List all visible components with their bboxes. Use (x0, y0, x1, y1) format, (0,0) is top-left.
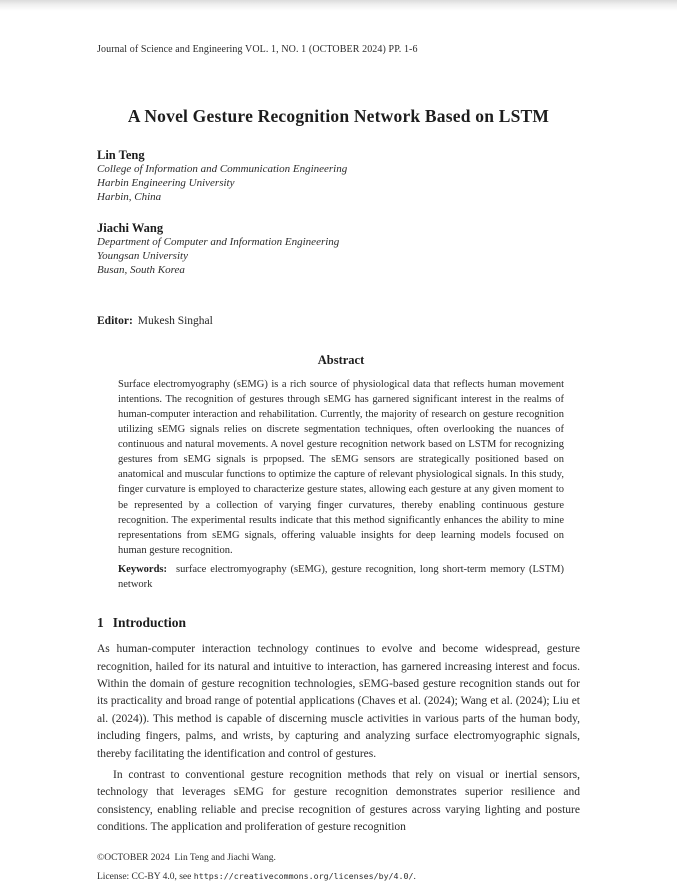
abstract-section (118, 353, 564, 592)
journal-running-head: Journal of Science and Engineering VOL. 1, NO. 1 (OCTOBER 2024) PP. 1-6 (97, 44, 418, 55)
page-top-shadow (0, 0, 677, 11)
author-affiliation-line: Department of Computer and Information Engineering (97, 236, 340, 249)
paper-title: A Novel Gesture Recognition Network Based on LSTM (127, 106, 550, 126)
author-affiliation-line: Harbin, China (97, 190, 162, 203)
abstract-text: Surface electromyography (sEMG) is a rich source of physiological data that reflects human movement intentions. The recognition of gestures through sEMG has garnered significant interest in the realms of human-computer interaction and rehabilitation. Currently, the majority of research on gesture recognition utilizing sEMG signals relies on discrete segmentation techniques, often overlooking the nuances of continuous and natural movements. A novel gesture recognition network based on LSTM for recognizing gestures from sEMG signals is prpopsed. The sEMG sensors are strategically positioned based on anatomical and muscular functions to optimize the capture of relevant physiological signals. In this study, finger curvature is employed to characterize gesture states, allowing each gesture at any given moment to be represented by a collection of varying finger curvatures, thereby enabling continuous gesture recognition. The experimental results indicate that this method significantly enhances the ability to mine representations from sEMG signals, offering valuable insights for deep learning models focused on human gesture recognition. (118, 378, 564, 556)
license-url[interactable]: https://creativecommons.org/licenses/by/4.0/ (193, 870, 414, 881)
author-name: Jiachi Wang (97, 221, 164, 236)
authors-section (97, 148, 580, 278)
intro-paragraph-2: In contrast to conventional gesture recognition methods that rely on visual or inertial sensors, technology that leverages sEMG for gesture recognition demonstrates superior resilience and consistency, enabling reliable and precise recognition of gestures across varying lighting and posture conditions. The application and proliferation of gesture recognition (97, 768, 580, 834)
abstract-heading: Abstract (317, 352, 365, 367)
license-line (97, 870, 580, 883)
author-name: Lin Teng (97, 148, 145, 162)
keywords-label: Keywords: (118, 563, 167, 575)
keywords-text: surface electromyography (sEMG), gesture recognition, long short-term memory (LSTM) network (118, 563, 564, 590)
author-block-jiachi-wang (97, 221, 580, 277)
section-title: Introduction (112, 615, 187, 631)
section-number: 1 (97, 615, 104, 631)
copyright-line: ©OCTOBER 2024 Lin Teng and Jiachi Wang. (97, 852, 276, 863)
editor-name: Mukesh Singhal (137, 314, 213, 327)
section-heading-introduction (97, 615, 580, 631)
intro-paragraph-1: As human-computer interaction technology continues to evolve and become widespread, gesture recognition, hailed for its natural and intuitive to interaction, has garnered increasing interest and focus. Within the domain of gesture recognition technologies, sEMG-based gesture recognition stands out for its practicality and broad range of potential applications (Chaves et al. (2024); Wang et al. (2024); Liu et al. (2024)). This method is capable of discerning muscle activities in various parts of the human body, including fingers, palms, and wrists, by capturing and analyzing surface electromyographic signals, thereby facilitating the identification and control of gestures. (97, 643, 580, 760)
author-affiliation-line: College of Information and Communication Engineering (97, 163, 348, 175)
author-block-lin-teng (97, 148, 580, 204)
author-affiliation-line: Busan, South Korea (97, 263, 185, 276)
editor-label: Editor: (97, 314, 133, 327)
author-affiliation-line: Youngsan University (97, 250, 188, 263)
editor-line (97, 314, 580, 328)
license-period: . (413, 871, 416, 882)
keywords-line (118, 562, 564, 592)
license-text: License: CC-BY 4.0, see (97, 871, 194, 882)
page-footer (97, 852, 580, 883)
author-affiliation-line: Harbin Engineering University (97, 176, 235, 189)
